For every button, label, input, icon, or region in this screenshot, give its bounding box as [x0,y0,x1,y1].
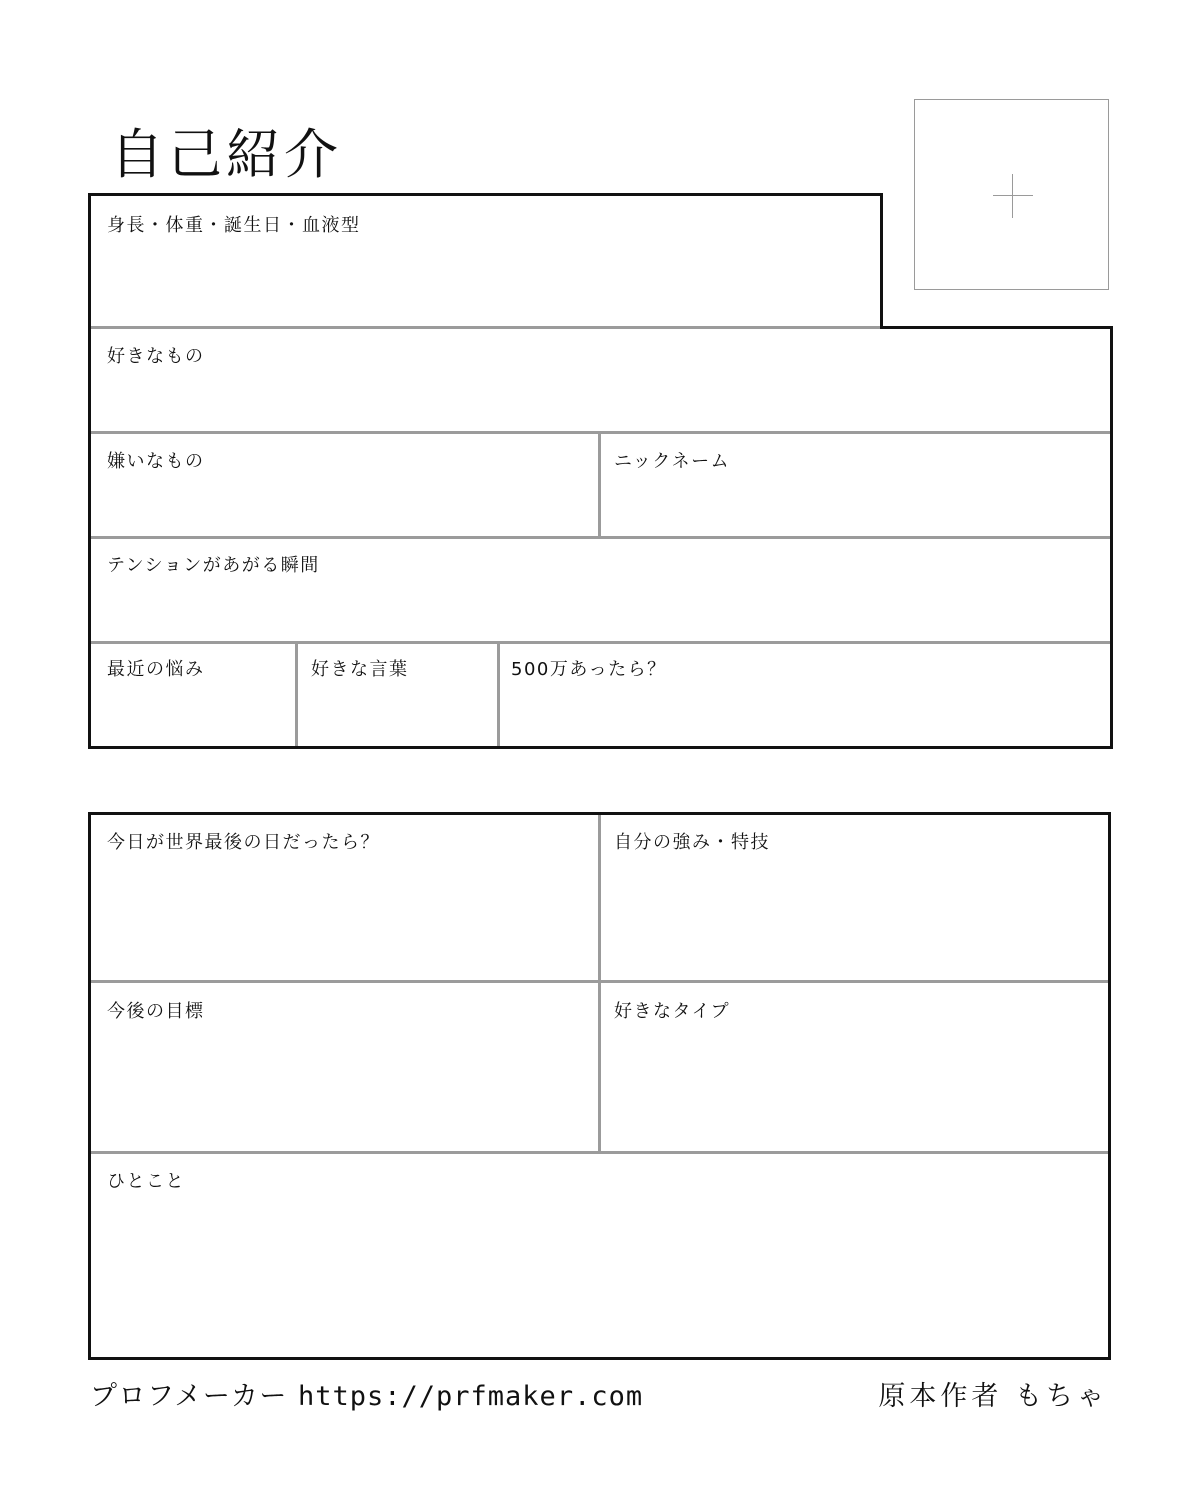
field-label-last-day: 今日が世界最後の日だったら？ [107,832,380,853]
frame-border [88,193,91,749]
field-label-nickname: ニックネーム [614,451,731,472]
field-label-dislikes: 嫌いなもの [107,451,205,472]
frame-border [1110,326,1113,749]
row-divider [91,536,1110,539]
photo-upload-box[interactable] [914,99,1109,290]
footer-url-link[interactable]: https://prfmaker.com [297,1381,644,1412]
column-divider [598,434,601,536]
footer-site-name: プロフメーカー [90,1381,288,1412]
column-divider [497,644,500,746]
field-label-body-stats: 身長・体重・誕生日・血液型 [107,215,361,236]
page-title: 自己紹介 [110,123,342,186]
column-divider [295,644,298,746]
column-divider [598,815,601,1151]
field-label-favorite-word: 好きな言葉 [311,659,409,680]
plus-icon [993,195,1033,196]
field-label-strengths: 自分の強み・特技 [614,832,770,853]
footer-credit [90,1374,643,1413]
frame-border [1108,812,1111,1360]
frame-border [88,193,883,196]
frame-border [88,812,91,1360]
row-divider [91,1151,1108,1154]
footer-author: 原本作者 もちゃ [878,1381,1108,1412]
field-label-favorite-type: 好きなタイプ [614,1001,731,1022]
field-label-recent-worry: 最近の悩み [107,659,205,680]
field-label-comment: ひとこと [107,1171,185,1192]
frame-border [88,1357,1111,1360]
row-divider [91,641,1110,644]
field-label-likes: 好きなもの [107,346,205,367]
row-divider [91,326,880,329]
frame-border [880,326,1113,329]
field-label-five-million: 500万あったら？ [511,659,667,680]
frame-border [88,746,1113,749]
plus-icon-vertical [1012,174,1013,218]
field-label-future-goal: 今後の目標 [107,1001,205,1022]
field-label-excited-moment: テンションがあがる瞬間 [107,555,320,576]
frame-border [880,193,883,329]
